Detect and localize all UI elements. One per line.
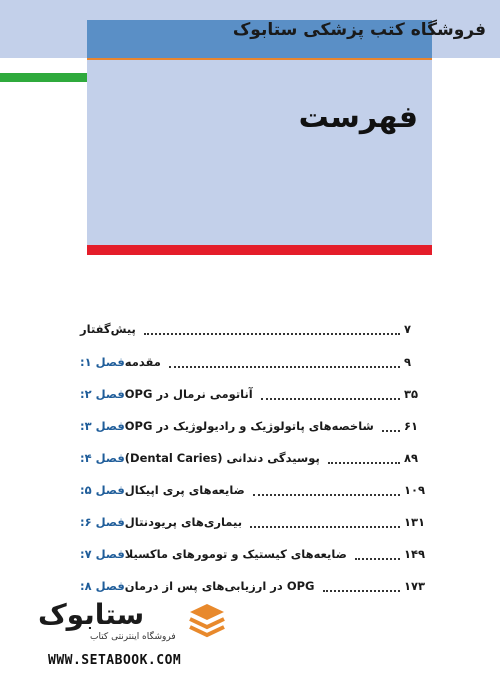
toc-row-chapter-1[interactable] (80, 346, 430, 378)
toc-row-chapter-5[interactable] (80, 474, 430, 506)
toc-row-chapter: فصل ۷: (80, 547, 125, 561)
toc-row-page: ۷ (404, 322, 412, 336)
logo-subtitle: فروشگاه اینترنتی کتاب (90, 632, 176, 642)
toc-heading: فهرست (298, 100, 418, 135)
toc-row-chapter-2[interactable] (80, 378, 430, 410)
toc-row-chapter: فصل ۱: (80, 355, 125, 369)
toc-row-chapter: فصل ۳: (80, 419, 125, 433)
toc-leader-dots (382, 424, 400, 432)
toc-row-page: ۸۹ (404, 451, 419, 465)
toc-leader-dots (261, 392, 400, 400)
toc-leader-dots (144, 327, 400, 335)
toc-row-chapter-3[interactable] (80, 410, 430, 442)
toc-row-title: پوسیدگی دندانی (Dental Caries) (124, 451, 320, 465)
setabook-logo[interactable] (38, 598, 218, 648)
toc-row-chapter: فصل ۴: (80, 451, 125, 465)
toc-row-chapter-6[interactable] (80, 506, 430, 538)
toc-row-title: مقدمه (124, 355, 161, 369)
toc-row-chapter-4[interactable] (80, 442, 430, 474)
toc-row-page: ۱۳۱ (404, 515, 426, 529)
toc-row-chapter-7[interactable] (80, 538, 430, 570)
toc-row-title: آناتومی نرمال در OPG (124, 387, 253, 401)
toc-leader-dots (323, 584, 401, 592)
table-of-contents (80, 316, 430, 602)
toc-row-page: ۱۷۳ (404, 579, 426, 593)
toc-row-page: ۳۵ (404, 387, 419, 401)
green-accent-bar (0, 73, 87, 82)
toc-leader-dots (169, 360, 400, 368)
toc-leader-dots (328, 456, 400, 464)
toc-row-page: ۶۱ (404, 419, 419, 433)
toc-row-title: OPG در ارزیابی‌های پس از درمان (124, 579, 315, 593)
toc-row-page: ۹ (404, 355, 412, 369)
toc-leader-dots (355, 552, 400, 560)
toc-row-title: شاخصه‌های پاتولوژیک و رادیولوژیک در OPG (124, 419, 374, 433)
toc-row-preface[interactable] (80, 316, 430, 342)
toc-header-box (87, 60, 432, 245)
logo-wordmark: ستابوک (38, 598, 145, 631)
toc-row-chapter: فصل ۲: (80, 387, 125, 401)
book-stack-icon (188, 600, 226, 638)
toc-row-title: ضایعه‌های کیستیک و تومورهای ماکسیلا (124, 547, 347, 561)
toc-row-page: ۱۴۹ (404, 547, 426, 561)
store-url[interactable]: WWW.SETABOOK.COM (48, 653, 182, 668)
toc-row-title: بیماری‌های پریودنتال (124, 515, 243, 529)
red-accent-bar (87, 245, 432, 255)
toc-row-chapter: فصل ۶: (80, 515, 125, 529)
toc-row-title: ضایعه‌های پری اپیکال (124, 483, 245, 497)
toc-row-page: ۱۰۹ (404, 483, 426, 497)
toc-row-chapter: فصل ۵: (80, 483, 125, 497)
toc-leader-dots (253, 488, 400, 496)
toc-leader-dots (250, 520, 400, 528)
toc-row-title: پیش‌گفتار (80, 322, 136, 336)
toc-row-chapter: فصل ۸: (80, 579, 125, 593)
store-title: فروشگاه کتب پزشکی ستابوک (232, 20, 486, 40)
